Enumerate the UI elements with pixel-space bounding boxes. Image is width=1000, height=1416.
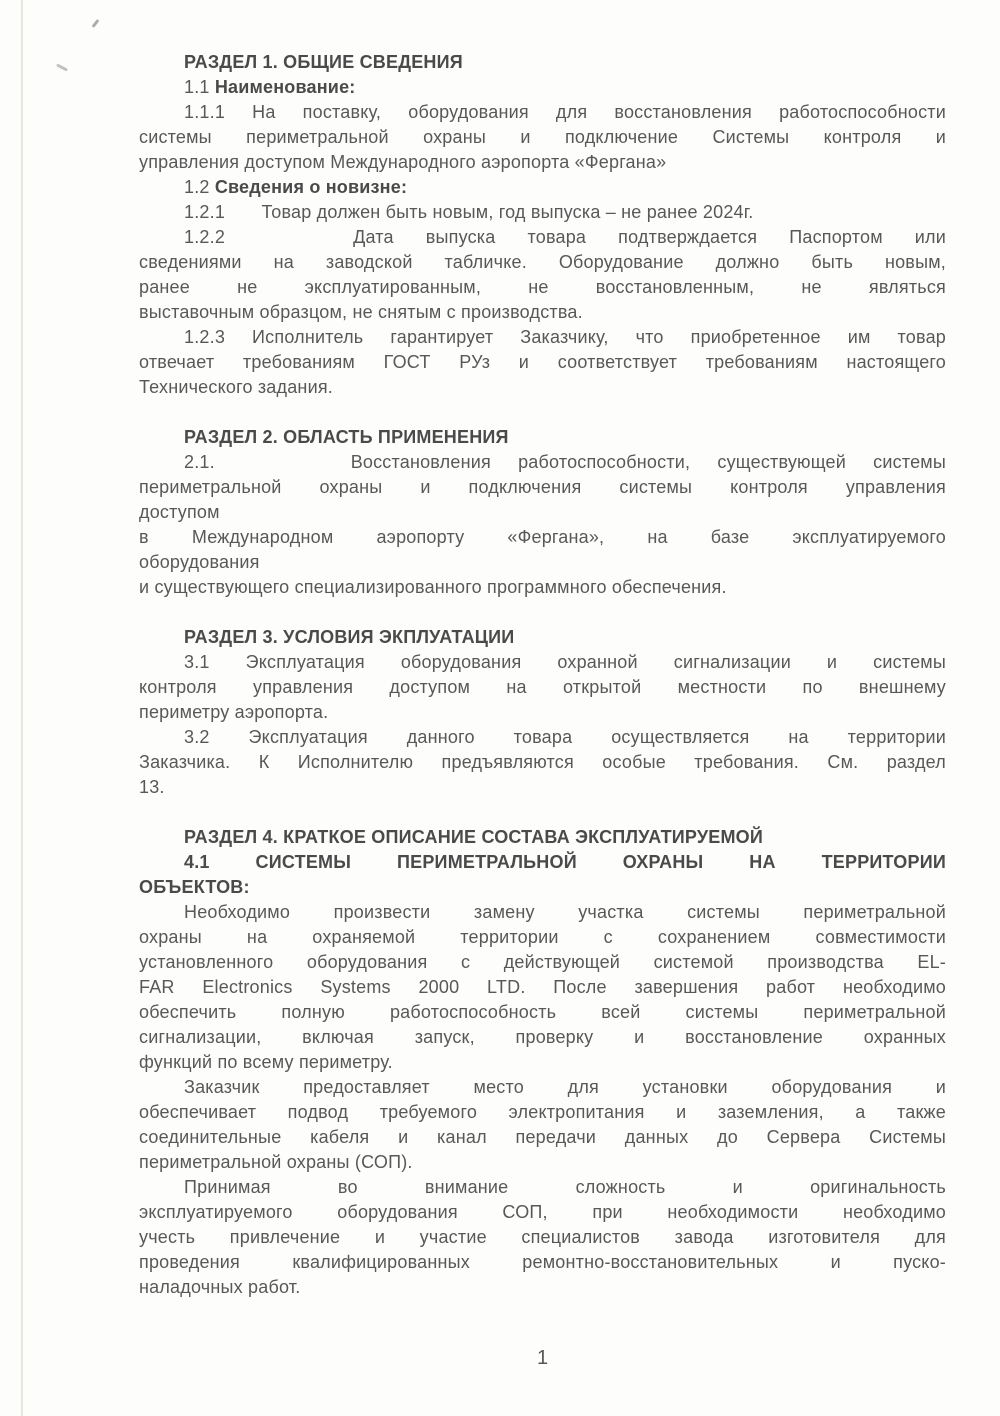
document-body — [139, 50, 946, 1300]
text-line: 3.2 Эксплуатация данного товара осуществляется на территории — [184, 727, 946, 747]
clause-heading — [139, 75, 946, 100]
paragraph — [139, 225, 946, 325]
text-line: наладочных работ. — [139, 1277, 301, 1297]
text-line: и существующего специализированного программного обеспечения. — [139, 577, 727, 597]
text-line: 2.1. Восстановления работоспособности, существующей системы — [184, 452, 946, 472]
text-line: проведения квалифицированных ремонтно-восстановительных и пуско- — [139, 1252, 946, 1272]
text-line: выставочным образцом, не снятым с производства. — [139, 302, 583, 322]
paragraph — [139, 900, 946, 1075]
text-line: обеспечить полную работоспособность всей системы периметральной — [139, 1002, 946, 1022]
section-heading-line: РАЗДЕЛ 1. ОБЩИЕ СВЕДЕНИЯ — [184, 52, 463, 72]
text-line: периметральной охраны (СОП). — [139, 1152, 413, 1172]
text-line: Принимая во внимание сложность и оригинальность — [184, 1177, 946, 1197]
section-heading — [139, 425, 946, 450]
clause-label: Сведения о новизне: — [214, 177, 408, 197]
text-line: 3.1 Эксплуатация оборудования охранной сигнализации и системы — [184, 652, 946, 672]
text-line: 1.2.1 Товар должен быть новым, год выпуска – не ранее 2024г. — [184, 202, 754, 222]
text-line: учесть привлечение и участие специалистов завода изготовителя для — [139, 1227, 946, 1247]
section-heading-line: ОБЪЕКТОВ: — [139, 877, 250, 897]
paragraph — [139, 725, 946, 800]
section-heading-line: 4.1 СИСТЕМЫ ПЕРИМЕТРАЛЬНОЙ ОХРАНЫ НА ТЕРРИТОРИИ — [184, 852, 946, 872]
scan-speck — [56, 63, 68, 71]
text-line: охраны на охраняемой территории с сохранением совместимости — [139, 927, 946, 947]
text-line: 1.2.2 Дата выпуска товара подтверждается Паспортом или — [184, 227, 946, 247]
text-line: оборудования — [139, 552, 260, 572]
paragraph — [139, 100, 946, 175]
section-heading-line: РАЗДЕЛ 4. КРАТКОЕ ОПИСАНИЕ СОСТАВА ЭКСПЛУАТИРУЕМОЙ — [184, 827, 764, 847]
paragraph — [139, 450, 946, 600]
text-line: 13. — [139, 777, 165, 797]
text-line: Технического задания. — [139, 377, 333, 397]
clause-heading-line — [139, 75, 946, 100]
text-line: 1.2.3 Исполнитель гарантирует Заказчику, что приобретенное им товар — [184, 327, 946, 347]
section-heading — [139, 625, 946, 650]
paragraph — [139, 200, 946, 225]
paragraph — [139, 1075, 946, 1175]
text-line: сведениями на заводской табличке. Оборудование должно быть новым, — [139, 252, 946, 272]
text-line: установленного оборудования с действующей системой производства EL- — [139, 952, 946, 972]
clause-label: Наименование: — [214, 77, 356, 97]
scan-speck — [92, 19, 100, 28]
text-line: отвечает требованиям ГОСТ РУз и соответствует требованиям настоящего — [139, 352, 946, 372]
section-heading-line: РАЗДЕЛ 2. ОБЛАСТЬ ПРИМЕНЕНИЯ — [184, 427, 509, 447]
page-number: 1 — [536, 1347, 549, 1369]
text-line: ранее не эксплуатированным, не восстановленным, не являться — [139, 277, 946, 297]
text-line: системы периметральной охраны и подключение Системы контроля и — [139, 127, 946, 147]
text-line: Заказчика. К Исполнителю предъявляются особые требования. См. раздел — [139, 752, 946, 772]
clause-number: 1.1 — [184, 77, 215, 97]
paragraph — [139, 1175, 946, 1300]
text-line: в Международном аэропорту «Фергана», на базе эксплуатируемого — [139, 527, 946, 547]
text-line: периметральной охраны и подключения системы контроля управления — [139, 477, 946, 497]
text-line: доступом — [139, 502, 220, 522]
clause-heading-line — [139, 175, 946, 200]
clause-number: 1.2 — [184, 177, 215, 197]
text-line: обеспечивает подвод требуемого электропитания и заземления, а также — [139, 1102, 946, 1122]
text-line: Заказчик предоставляет место для установки оборудования и — [184, 1077, 946, 1097]
text-line: эксплуатируемого оборудования СОП, при необходимости необходимо — [139, 1202, 946, 1222]
clause-heading — [139, 175, 946, 200]
text-line: соединительные кабеля и канал передачи данных до Сервера Системы — [139, 1127, 946, 1147]
section-heading — [139, 50, 946, 75]
text-line: управления доступом Международного аэропорта «Фергана» — [139, 152, 667, 172]
text-line: сигнализации, включая запуск, проверку и восстановление охранных — [139, 1027, 946, 1047]
section-heading — [139, 825, 946, 900]
text-line: периметру аэропорта. — [139, 702, 329, 722]
text-line: контроля управления доступом на открытой местности по внешнему — [139, 677, 946, 697]
paragraph — [139, 325, 946, 400]
text-line: функций по всему периметру. — [139, 1052, 393, 1072]
page-edge-line — [21, 0, 23, 1416]
text-line: Необходимо произвести замену участка системы периметральной — [184, 902, 946, 922]
text-line: FAR Electronics Systems 2000 LTD. После завершения работ необходимо — [139, 977, 946, 997]
section-heading-line: РАЗДЕЛ 3. УСЛОВИЯ ЭКПЛУАТАЦИИ — [184, 627, 515, 647]
paragraph — [139, 650, 946, 725]
text-line: 1.1.1 На поставку, оборудования для восстановления работоспособности — [184, 102, 946, 122]
